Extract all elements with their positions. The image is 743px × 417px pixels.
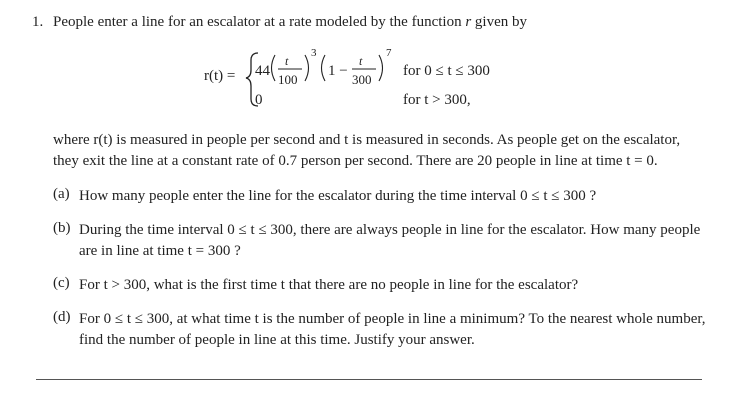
left-paren-2 — [322, 55, 326, 81]
bottom-divider — [36, 379, 702, 380]
question-b-text: During the time interval 0 ≤ t ≤ 300, there are always people in line for the escalator. How many people are in line at time t = 300 ? — [79, 222, 701, 259]
question-b-label: (b) — [53, 220, 71, 236]
question-c-text: For t > 300, what is the first time t that there are no people in line for the escalator? — [79, 277, 579, 293]
formula-coefficient: 44 — [255, 63, 270, 79]
problem-number: 1. — [32, 14, 44, 30]
formula-zero: 0 — [255, 92, 263, 108]
question-d-text: For 0 ≤ t ≤ 300, at what time t is the number of people in line a minimum? To the nearest whole number, find the number of people in line at this time. Justify your answer. — [79, 311, 706, 348]
question-d-label: (d) — [53, 309, 71, 325]
question-a-text: How many people enter the line for the escalator during the time interval 0 ≤ t ≤ 300 ? — [79, 188, 597, 204]
left-paren-1 — [272, 55, 276, 81]
exponent-2: 7 — [386, 47, 392, 59]
condition-1: for 0 ≤ t ≤ 300 — [403, 63, 490, 79]
question-c-label: (c) — [53, 275, 70, 291]
piecewise-formula — [0, 0, 743, 120]
explanation-line-2: they exit the line at a constant rate of 0.7 person per second. There are 20 people in line at time t = 0. — [53, 153, 658, 169]
intro-end: given by — [474, 14, 527, 30]
intro-function-name: r — [465, 14, 472, 30]
question-a-label: (a) — [53, 186, 70, 202]
fraction2-denominator: 300 — [352, 72, 372, 87]
intro-text: People enter a line for an escalator at a rate modeled by the function — [53, 14, 462, 30]
right-paren-1 — [305, 55, 309, 81]
explanation-line-1: where r(t) is measured in people per second and t is measured in seconds. As people get on the escalator, — [53, 132, 681, 148]
fraction1-denominator: 100 — [278, 72, 298, 87]
fraction2-numerator: t — [359, 54, 363, 68]
one-minus: 1 − — [328, 63, 348, 79]
condition-2: for t > 300, — [403, 92, 471, 108]
exponent-1: 3 — [311, 47, 317, 59]
fraction1-numerator: t — [285, 54, 289, 68]
right-paren-2 — [379, 55, 383, 81]
formula-lhs: r(t) = — [204, 68, 236, 84]
